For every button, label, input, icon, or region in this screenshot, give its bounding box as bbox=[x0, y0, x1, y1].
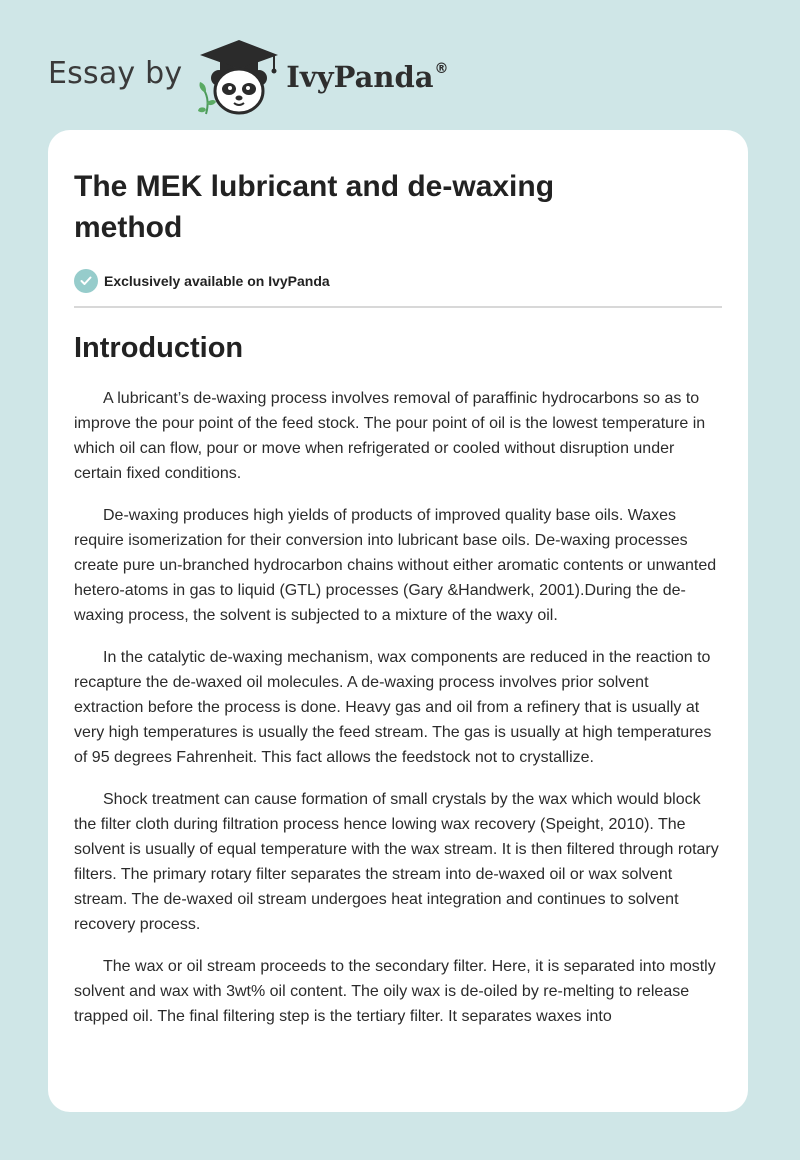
paragraph: In the catalytic de-waxing mechanism, wax components are reduced in the reaction to recapture the de-waxed oil molecules. A de-waxing process involves prior solvent extraction before the process is done. Heavy gas and oil from a refinery that is usually at very high temperatures is usually the feed stream. The gas is usually at high temperatures of 95 degrees Fahrenheit. This fact allows the feedstock not to crystallize. bbox=[74, 649, 712, 766]
panda-logo-icon[interactable] bbox=[196, 36, 282, 116]
section-heading: Introduction bbox=[74, 332, 244, 364]
check-icon bbox=[74, 269, 98, 293]
brand-name[interactable]: IvyPanda® bbox=[286, 60, 449, 94]
paragraph: The wax or oil stream proceeds to the secondary filter. Here, it is separated into mostly solvent and wax with 3wt% oil content. The oily wax is de-oiled by re-melting to release trapped oil. The final filtering step is the tertiary filter. It separates waxes into bbox=[74, 958, 716, 1025]
essay-title: The MEK lubricant and de-waxing method bbox=[74, 170, 555, 244]
paragraph: A lubricant’s de-waxing process involves removal of paraffinic hydrocarbons so as to improve the pour point of the feed stock. The pour point of oil is the lowest temperature in which oil can flow, pour or move when refrigerated or cooled without disruption under certain fixed conditions. bbox=[74, 390, 706, 482]
site-header bbox=[48, 36, 449, 116]
essay-body bbox=[74, 386, 722, 1029]
essay-content bbox=[74, 166, 722, 1046]
divider bbox=[74, 306, 722, 308]
essay-card bbox=[48, 130, 748, 1112]
exclusive-label: Exclusively available on IvyPanda bbox=[104, 273, 330, 289]
trademark-symbol: ® bbox=[434, 61, 449, 77]
exclusive-badge bbox=[74, 269, 722, 293]
paragraph: De-waxing produces high yields of products of improved quality base oils. Waxes require isomerization for their conversion into lubricant base oils. De-waxing processes create pure un-branched hydrocarbon chains without either aromatic contents or unwanted hetero-atoms in gas to liquid (GTL) processes (Gary &Handwerk, 2001).During the de-waxing process, the solvent is subjected to a mixture of the waxy oil. bbox=[74, 507, 717, 624]
paragraph: Shock treatment can cause formation of small crystals by the wax which would block the filter cloth during filtration process hence lowing wax recovery (Speight, 2010). The solvent is usually of equal temperature with the wax stream. It is then filtered through rotary filters. The primary rotary filter separates the stream into de-waxed oil or wax solvent stream. The de-waxed oil stream undergoes heat integration and continues to solvent recovery process. bbox=[74, 791, 719, 933]
essay-by-label: Essay by bbox=[48, 55, 183, 91]
